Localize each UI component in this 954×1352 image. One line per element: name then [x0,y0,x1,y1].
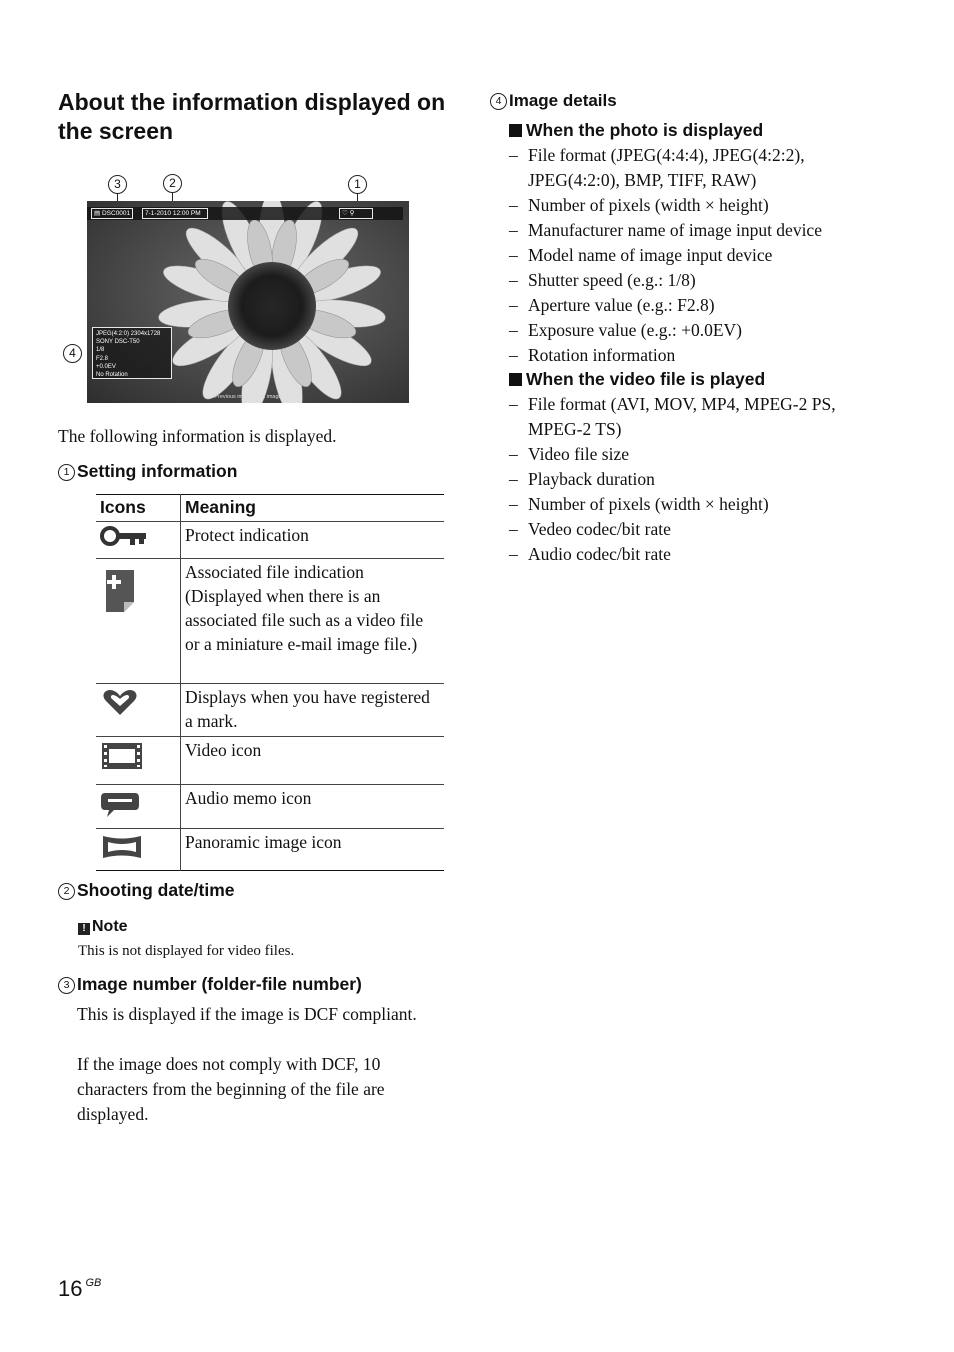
section-title: Image details [509,91,617,110]
table-row [96,684,444,737]
region-code: GB [85,1277,102,1289]
list-item: – Rotation information [509,343,889,368]
meaning-cell: Protect indication [181,522,445,559]
meaning-cell: Video icon [181,737,445,785]
table-row [96,559,444,684]
heart-mark-icon [100,688,140,718]
header-meaning: Meaning [181,495,445,522]
image-icon: ▤ [94,210,101,217]
callout-4: 4 [63,344,82,363]
list-item: – Model name of image input device [509,243,889,268]
key-icon [100,523,148,549]
list-item: – Audio codec/bit rate [509,542,889,567]
page-title: About the information displayed on the screen [58,89,446,144]
list-item: – Number of pixels (width × height) [509,193,889,218]
intro-text: The following information is displayed. [58,426,337,446]
list-item: – Manufacturer name of image input device [509,218,889,243]
list-item: – Aperture value (e.g.: F2.8) [509,293,889,318]
circled-number: 3 [58,977,75,994]
section-setting-information [58,461,237,482]
note-label [78,918,128,936]
setting-info-box [339,208,373,219]
list-item: – File format (JPEG(4:4:4), JPEG(4:2:2), JPEG(4:2:0), BMP, TIFF, RAW) [509,143,889,193]
list-item: – Exposure value (e.g.: +0.0EV) [509,318,889,343]
details-line: +0.0EV [96,363,116,370]
list-item: – Vedeo codec/bit rate [509,517,889,542]
list-item: – File format (AVI, MOV, MP4, MPEG-2 PS, MPEG-2 TS) [509,392,889,442]
section-image-number [58,974,362,995]
meaning-cell: Displays when you have registered a mark. [181,684,445,737]
circled-number: 2 [58,883,75,900]
callout-3: 3 [108,175,127,194]
details-line: 1/8 [96,347,105,354]
details-line: SONY DSC-T50 [96,339,140,346]
speech-bubble-icon [100,789,140,819]
video-subheading [509,369,765,390]
image-number-box [91,208,133,219]
paragraph: If the image does not comply with DCF, 10 characters from the beginning of the file are displayed. [77,1054,385,1124]
photo-frame-screen [87,201,409,403]
meaning-cell: Associated file indication (Displayed when there is an associated file such as a video file or a miniature e-mail image file.) [181,559,445,684]
details-line: No Rotation [96,372,128,379]
meaning-cell: Panoramic image icon [185,832,342,852]
table-row [96,737,444,785]
circled-number: 4 [490,93,507,110]
header-icons: Icons [96,495,181,522]
navigation-hint: Previous image Next image [214,394,282,400]
screen-illustration [58,168,418,408]
list-item: – Shutter speed (e.g.: 1/8) [509,268,889,293]
associated-file-icon [100,566,140,614]
list-item: – Number of pixels (width × height) [509,492,889,517]
table-row [96,829,444,871]
details-line: JPEG(4:2:0) 2304x1728 [96,331,161,337]
image-details-box [92,327,172,379]
film-video-icon [100,741,144,771]
table-row [96,785,444,829]
callout-2: 2 [163,174,182,193]
subheading-text: When the photo is displayed [526,120,764,140]
subheading-text: When the video file is played [526,369,766,389]
list-item: – Video file size [509,442,889,467]
photo-details-list [509,143,889,368]
video-details-list [509,392,889,567]
callout-1: 1 [348,175,367,194]
square-bullet-icon [509,373,522,386]
section-title: Image number (folder-file number) [77,974,362,994]
photo-subheading [509,120,763,141]
details-line: F2.8 [96,355,109,362]
note-label-text: Note [92,918,128,935]
panorama-icon [100,833,144,861]
section-image-details [490,91,617,111]
section-title: Shooting date/time [77,880,235,900]
date-time-box: 7-1-2010 12:00 PM [142,208,208,219]
key-icon: ⚲ [349,210,355,217]
table-header-row [96,495,444,522]
page-number [58,1276,101,1302]
circled-number: 1 [58,464,75,481]
section-title: Setting information [77,461,238,481]
list-item: – Playback duration [509,467,889,492]
meaning-cell: Audio memo icon [181,785,445,829]
note-icon: ! [78,923,90,935]
image-number: DSC0001 [101,210,131,217]
page-number-value: 16 [58,1276,83,1301]
icons-table [96,494,444,871]
section-shooting-date-time [58,880,235,901]
square-bullet-icon [509,124,522,137]
table-row [96,522,444,559]
note-text: This is not displayed for video files. [78,943,295,959]
heart-mark-icon: ♡ [342,210,348,217]
paragraph: This is displayed if the image is DCF compliant. [77,1004,417,1024]
